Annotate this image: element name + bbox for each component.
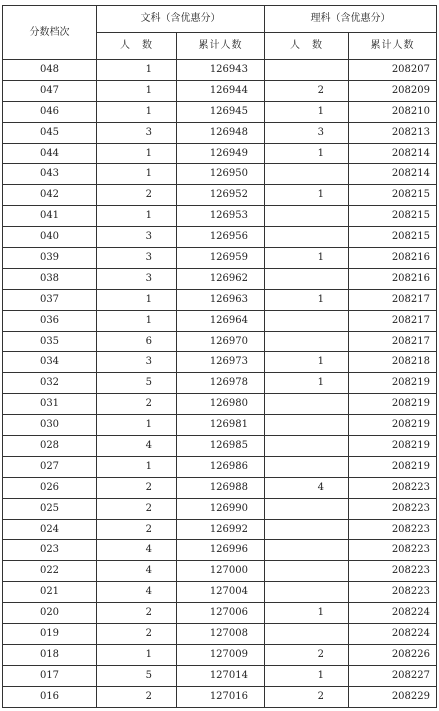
table-row	[3, 185, 437, 206]
score-cell: 026	[3, 477, 97, 498]
like-people-cell: 2	[265, 686, 349, 707]
score-cell: 016	[3, 686, 97, 707]
like-people-cell	[265, 498, 349, 519]
wenke-people-header: 人 数	[97, 33, 177, 60]
score-cell: 035	[3, 331, 97, 352]
like-people-cell	[265, 60, 349, 81]
wenke-people-cell: 1	[97, 310, 177, 331]
like-cumulative-cell: 208216	[349, 248, 437, 269]
wenke-cumulative-cell: 126950	[177, 164, 265, 185]
table-row	[3, 561, 437, 582]
like-cumulative-cell: 208229	[349, 686, 437, 707]
table-row	[3, 519, 437, 540]
wenke-people-cell: 5	[97, 665, 177, 686]
like-cumulative-cell: 208217	[349, 310, 437, 331]
wenke-people-cell: 3	[97, 122, 177, 143]
like-cumulative-cell: 208213	[349, 122, 437, 143]
like-cumulative-cell: 208219	[349, 394, 437, 415]
table-row	[3, 331, 437, 352]
like-cumulative-cell: 208219	[349, 456, 437, 477]
score-cell: 046	[3, 101, 97, 122]
wenke-people-cell: 1	[97, 644, 177, 665]
wenke-cumulative-cell: 126959	[177, 248, 265, 269]
score-cell: 044	[3, 143, 97, 164]
like-people-cell: 1	[265, 143, 349, 164]
table-row	[3, 686, 437, 707]
like-people-cell: 1	[265, 289, 349, 310]
wenke-people-cell: 3	[97, 227, 177, 248]
table-row	[3, 644, 437, 665]
like-cumulative-cell: 208207	[349, 60, 437, 81]
like-cumulative-cell: 208223	[349, 477, 437, 498]
table-row	[3, 310, 437, 331]
wenke-cumulative-cell: 127014	[177, 665, 265, 686]
like-people-cell	[265, 227, 349, 248]
score-cell: 024	[3, 519, 97, 540]
wenke-cumulative-cell: 126956	[177, 227, 265, 248]
table-row	[3, 143, 437, 164]
score-cell: 018	[3, 644, 97, 665]
wenke-people-cell: 2	[97, 498, 177, 519]
like-people-cell: 2	[265, 644, 349, 665]
like-people-header: 人 数	[265, 33, 349, 60]
wenke-cumulative-cell: 126990	[177, 498, 265, 519]
score-distribution-document	[2, 5, 437, 708]
wenke-cumulative-cell: 126992	[177, 519, 265, 540]
table-row	[3, 477, 437, 498]
table-row	[3, 80, 437, 101]
wenke-cumulative-cell: 126978	[177, 373, 265, 394]
wenke-cumulative-header: 累计人数	[177, 33, 265, 60]
wenke-people-cell: 1	[97, 164, 177, 185]
score-cell: 039	[3, 248, 97, 269]
score-cell: 034	[3, 352, 97, 373]
like-people-cell: 1	[265, 352, 349, 373]
wenke-cumulative-cell: 126988	[177, 477, 265, 498]
table-row	[3, 665, 437, 686]
wenke-people-cell: 3	[97, 268, 177, 289]
wenke-cumulative-cell: 127006	[177, 603, 265, 624]
like-cumulative-cell: 208219	[349, 415, 437, 436]
table-row	[3, 122, 437, 143]
wenke-people-cell: 1	[97, 143, 177, 164]
like-cumulative-cell: 208217	[349, 289, 437, 310]
like-people-cell: 1	[265, 373, 349, 394]
like-cumulative-cell: 208219	[349, 373, 437, 394]
score-cell: 017	[3, 665, 97, 686]
wenke-people-cell: 1	[97, 80, 177, 101]
wenke-cumulative-cell: 127008	[177, 624, 265, 645]
like-header: 理科（含优惠分）	[265, 6, 437, 33]
like-cumulative-cell: 208215	[349, 185, 437, 206]
like-cumulative-cell: 208224	[349, 624, 437, 645]
wenke-people-cell: 2	[97, 686, 177, 707]
wenke-people-cell: 4	[97, 540, 177, 561]
wenke-people-cell: 1	[97, 60, 177, 81]
wenke-cumulative-cell: 126981	[177, 415, 265, 436]
wenke-people-cell: 4	[97, 561, 177, 582]
table-row	[3, 436, 437, 457]
like-cumulative-cell: 208223	[349, 519, 437, 540]
like-cumulative-cell: 208227	[349, 665, 437, 686]
wenke-people-cell: 6	[97, 331, 177, 352]
wenke-people-cell: 2	[97, 519, 177, 540]
wenke-cumulative-cell: 126944	[177, 80, 265, 101]
wenke-people-cell: 2	[97, 477, 177, 498]
wenke-people-cell: 3	[97, 352, 177, 373]
like-cumulative-cell: 208216	[349, 268, 437, 289]
score-cell: 037	[3, 289, 97, 310]
table-row	[3, 227, 437, 248]
like-people-cell: 1	[265, 665, 349, 686]
score-cell: 047	[3, 80, 97, 101]
like-people-cell	[265, 310, 349, 331]
like-people-cell: 1	[265, 101, 349, 122]
like-cumulative-cell: 208224	[349, 603, 437, 624]
table-row	[3, 289, 437, 310]
like-cumulative-cell: 208223	[349, 498, 437, 519]
table-row	[3, 603, 437, 624]
table-row	[3, 540, 437, 561]
table-row	[3, 206, 437, 227]
score-cell: 020	[3, 603, 97, 624]
like-cumulative-cell: 208215	[349, 206, 437, 227]
wenke-cumulative-cell: 126953	[177, 206, 265, 227]
wenke-cumulative-cell: 126943	[177, 60, 265, 81]
wenke-people-cell: 1	[97, 456, 177, 477]
wenke-cumulative-cell: 126973	[177, 352, 265, 373]
score-cell: 019	[3, 624, 97, 645]
score-cell: 041	[3, 206, 97, 227]
wenke-cumulative-cell: 126952	[177, 185, 265, 206]
score-cell: 045	[3, 122, 97, 143]
table-body	[3, 60, 437, 708]
table-row	[3, 164, 437, 185]
wenke-header: 文科（含优惠分）	[97, 6, 265, 33]
wenke-people-cell: 3	[97, 248, 177, 269]
table-row	[3, 352, 437, 373]
score-cell: 028	[3, 436, 97, 457]
like-cumulative-cell: 208218	[349, 352, 437, 373]
like-cumulative-cell: 208210	[349, 101, 437, 122]
wenke-people-cell: 1	[97, 101, 177, 122]
score-cell: 032	[3, 373, 97, 394]
table-row	[3, 60, 437, 81]
wenke-cumulative-cell: 126986	[177, 456, 265, 477]
wenke-cumulative-cell: 126985	[177, 436, 265, 457]
like-cumulative-header: 累计人数	[349, 33, 437, 60]
like-people-cell	[265, 164, 349, 185]
score-column-header: 分数档次	[3, 6, 97, 60]
wenke-cumulative-cell: 126948	[177, 122, 265, 143]
like-people-cell	[265, 394, 349, 415]
table-row	[3, 498, 437, 519]
wenke-people-cell: 2	[97, 624, 177, 645]
table-row	[3, 248, 437, 269]
like-people-cell	[265, 436, 349, 457]
wenke-cumulative-cell: 126996	[177, 540, 265, 561]
like-cumulative-cell: 208217	[349, 331, 437, 352]
like-people-cell	[265, 561, 349, 582]
score-cell: 048	[3, 60, 97, 81]
wenke-cumulative-cell: 126963	[177, 289, 265, 310]
score-cell: 042	[3, 185, 97, 206]
like-cumulative-cell: 208223	[349, 540, 437, 561]
table-row	[3, 624, 437, 645]
score-cell: 025	[3, 498, 97, 519]
like-people-cell	[265, 540, 349, 561]
like-cumulative-cell: 208219	[349, 436, 437, 457]
table-row	[3, 101, 437, 122]
like-people-cell	[265, 519, 349, 540]
table-row	[3, 582, 437, 603]
like-people-cell	[265, 582, 349, 603]
like-people-cell: 2	[265, 80, 349, 101]
like-people-cell	[265, 624, 349, 645]
like-people-cell	[265, 331, 349, 352]
like-people-cell	[265, 415, 349, 436]
wenke-cumulative-cell: 127009	[177, 644, 265, 665]
wenke-people-cell: 5	[97, 373, 177, 394]
wenke-cumulative-cell: 126962	[177, 268, 265, 289]
wenke-cumulative-cell: 126980	[177, 394, 265, 415]
like-cumulative-cell: 208223	[349, 582, 437, 603]
wenke-cumulative-cell: 127000	[177, 561, 265, 582]
table-row	[3, 456, 437, 477]
score-cell: 023	[3, 540, 97, 561]
like-cumulative-cell: 208214	[349, 143, 437, 164]
header-row-1	[3, 6, 437, 33]
score-cell: 043	[3, 164, 97, 185]
like-cumulative-cell: 208226	[349, 644, 437, 665]
score-cell: 040	[3, 227, 97, 248]
score-cell: 031	[3, 394, 97, 415]
score-cell: 027	[3, 456, 97, 477]
like-cumulative-cell: 208209	[349, 80, 437, 101]
like-cumulative-cell: 208223	[349, 561, 437, 582]
table-row	[3, 394, 437, 415]
score-cell: 021	[3, 582, 97, 603]
like-people-cell: 4	[265, 477, 349, 498]
wenke-cumulative-cell: 127016	[177, 686, 265, 707]
like-people-cell: 3	[265, 122, 349, 143]
wenke-people-cell: 1	[97, 289, 177, 310]
wenke-people-cell: 2	[97, 394, 177, 415]
like-people-cell	[265, 456, 349, 477]
table-row	[3, 373, 437, 394]
like-people-cell: 1	[265, 248, 349, 269]
score-distribution-table	[2, 5, 437, 708]
wenke-people-cell: 4	[97, 582, 177, 603]
wenke-cumulative-cell: 126949	[177, 143, 265, 164]
wenke-people-cell: 4	[97, 436, 177, 457]
score-cell: 030	[3, 415, 97, 436]
like-cumulative-cell: 208215	[349, 227, 437, 248]
like-people-cell: 1	[265, 603, 349, 624]
wenke-cumulative-cell: 127004	[177, 582, 265, 603]
score-cell: 036	[3, 310, 97, 331]
table-row	[3, 268, 437, 289]
score-cell: 022	[3, 561, 97, 582]
score-cell: 038	[3, 268, 97, 289]
like-cumulative-cell: 208214	[349, 164, 437, 185]
wenke-people-cell: 2	[97, 603, 177, 624]
wenke-cumulative-cell: 126945	[177, 101, 265, 122]
wenke-cumulative-cell: 126970	[177, 331, 265, 352]
like-people-cell	[265, 268, 349, 289]
wenke-people-cell: 1	[97, 415, 177, 436]
wenke-people-cell: 1	[97, 206, 177, 227]
like-people-cell	[265, 206, 349, 227]
wenke-cumulative-cell: 126964	[177, 310, 265, 331]
like-people-cell: 1	[265, 185, 349, 206]
table-row	[3, 415, 437, 436]
wenke-people-cell: 2	[97, 185, 177, 206]
